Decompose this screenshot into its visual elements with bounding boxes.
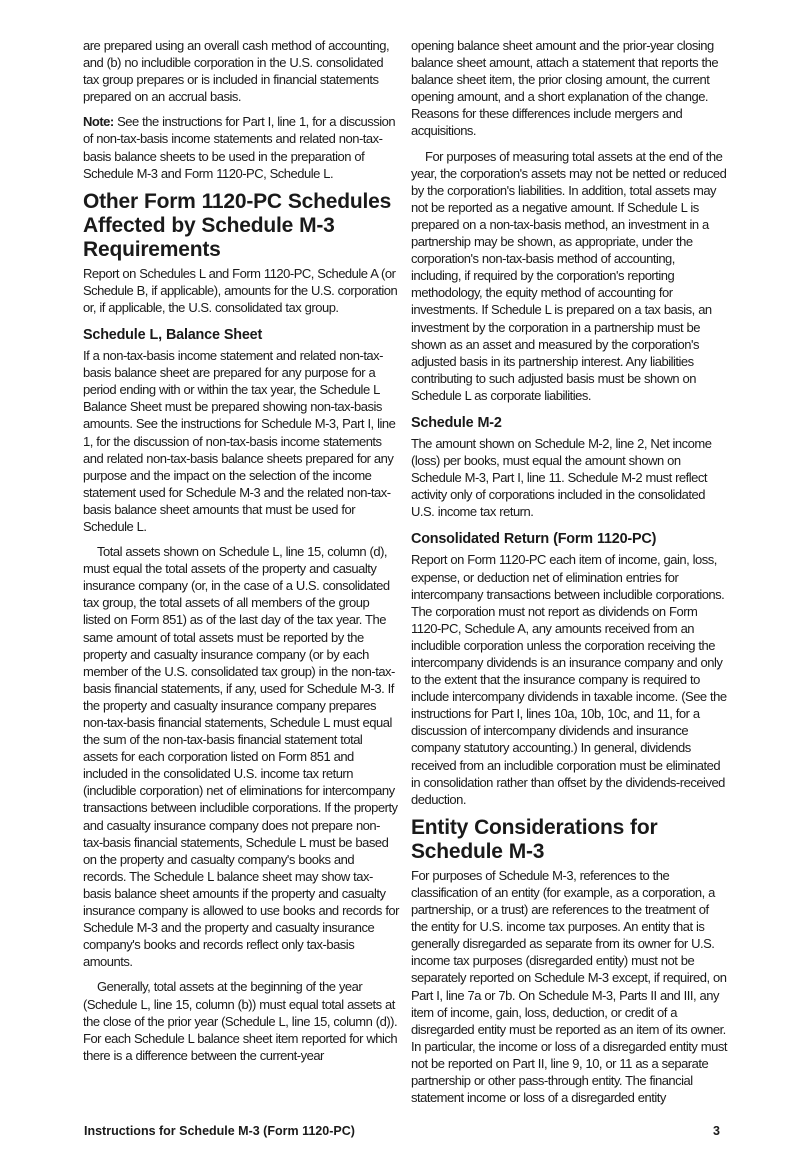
paragraph: are prepared using an overall cash method of accounting, and (b) no includible corporation in the U.S. consolidated tax group prepares or is included in financial statements prepared on an accrual basis. <box>83 38 390 105</box>
note-label: Note: <box>83 114 114 130</box>
page-number: 3 <box>713 1124 720 1139</box>
left-column <box>83 37 399 1114</box>
page-footer <box>84 1124 720 1138</box>
subsection-heading: Consolidated Return (Form 1120-PC) <box>411 531 657 548</box>
footer-title: Instructions for Schedule M-3 (Form 1120-PC) <box>84 1124 355 1139</box>
right-column <box>411 37 727 1114</box>
paragraph: Report on Schedules L and Form 1120-PC, Schedule A (or Schedule B, if applicable), amounts for the U.S. corporation or, if applicable, the U.S. consolidated tax group. <box>83 265 398 315</box>
paragraph: If a non-tax-basis income statement and related non-tax-basis balance sheet are prepared for any purpose for a period ending with or within the tax year, the Schedule L Balance Sheet must be prepared showing non-tax-basis amounts. See the instructions for Schedule M-3, Part I, line 1, for the discussion of non-tax-basis income statements and related non-tax-basis balance sheets prepared for any purpose and the impact on the selection of the income statement used for Schedule M-3 and the related non-tax-basis balance sheet amounts that must be used for Schedule L. <box>83 348 396 534</box>
section-heading: Entity Considerations for Schedule M-3 <box>411 815 658 863</box>
paragraph: Generally, total assets at the beginning of the year (Schedule L, line 15, column (b)) must equal total assets at the close of the prior year (Schedule L, line 15, column (d)). For each Schedule L balance sheet item reported for which there is a difference between the current-year <box>83 979 398 1063</box>
note-text: See the instructions for Part I, line 1, for a discussion of non-tax-basis income statements and related non-tax-basis balance sheets to be used in the preparation of Schedule M-3 and Form 1120-PC, Schedule L. <box>83 114 396 181</box>
paragraph: opening balance sheet amount and the prior-year closing balance sheet amount, attach a statement that reports the balance sheet item, the prior closing amount, the current opening amount, and a short explanation of the change. Reasons for these differences include mergers and acquisitions. <box>411 38 719 139</box>
paragraph: Total assets shown on Schedule L, line 15, column (d), must equal the total assets of the property and casualty insurance company (or, in the case of a U.S. consolidated tax group, the total assets of all members of the group listed on Form 851) as of the last day of the tax year. The same amount of total assets must be reported by the property and casualty insurance company (or by each member of the U.S. consolidated tax group) in the non-tax-basis financial statements, if any, used for Schedule M-3. If the property and casualty insurance company prepares non-tax-basis financial statements, Schedule L must equal the sum of the non-tax-basis financial statement total assets for each corporation listed on Form 851 and included in the consolidated U.S. income tax return (includible corporation) net of eliminations for intercompany transactions between includible corporations. If the property and casualty insurance company does not prepare non-tax-basis financial statements, Schedule L must be based on the property and casualty company's books and records. The Schedule L balance sheet may show tax-basis balance sheet amounts if the property and casualty insurance company is allowed to use books and records for Schedule M-3 and the property and casualty insurance company's books and records reflect only tax-basis amounts. <box>83 544 399 970</box>
paragraph: For purposes of Schedule M-3, references to the classification of an entity (for example, as a corporation, a partnership, or a trust) are references to the treatment of the entity for U.S. income tax purposes. An entity that is generally disregarded as separate from its owner for U.S. income tax purposes (disregarded entity) must not be separately reported on Schedule M-3 except, if required, on Part I, line 7a or 7b. On Schedule M-3, Parts II and III, any item of income, gain, loss, deduction, or credit of a disregarded entity must be reported as an item of its owner. In particular, the income or loss of a disregarded entity must not be reported on Part II, line 9, 10, or 11 as a separate partnership or other pass-through entity. The financial statement income or loss of a disregarded entity <box>411 867 727 1106</box>
paragraph: The amount shown on Schedule M-2, line 2, Net income (loss) per books, must equal the amount shown on Schedule M-3, Part I, line 11. Schedule M-2 must reflect activity only of corporations included in the consolidated U.S. income tax return. <box>411 435 712 520</box>
columns <box>0 37 800 1114</box>
paragraph: For purposes of measuring total assets at the end of the year, the corporation's assets may not be netted or reduced by the corporation's liabilities. In addition, total assets may not be reported as a negative amount. If Schedule L is prepared on a non-tax-basis method, an investment in a partnership may be shown, as appropriate, under the corporation's non-tax-basis method of accounting, including, if required by the corporation's reporting methodology, the equity method of accounting for investments. If Schedule L is prepared on a tax basis, an investment by the corporation in a partnership must be shown as an asset and measured by the corporation's adjusted basis in its partnership interest. Any liabilities contributing to such adjusted basis must be shown on Schedule L as corporate liabilities. <box>411 148 727 403</box>
subsection-heading: Schedule L, Balance Sheet <box>83 327 263 344</box>
subsection-heading: Schedule M-2 <box>411 414 502 431</box>
paragraph: Report on Form 1120-PC each item of income, gain, loss, expense, or deduction net of elimination entries for intercompany transactions between includible corporations. The corporation must not report as dividends on Form 1120-PC, Schedule A, any amounts received from an includible corporation unless the corporation receiving the intercompany dividends is an insurance company and only to the extent that the insurance company is required to include intercompany dividends in taxable income. (See the instructions for Part I, lines 10a, 10b, 10c, and 11, for a discussion of intercompany dividends and insurance company statutory accounting.) In general, dividends received from an includible corporation must be eliminated in consolidation rather than offset by the dividends-received deduction. <box>411 552 727 807</box>
note-paragraph <box>83 113 399 181</box>
section-heading: Other Form 1120-PC Schedules Affected by Schedule M-3 Requirements <box>83 189 392 261</box>
